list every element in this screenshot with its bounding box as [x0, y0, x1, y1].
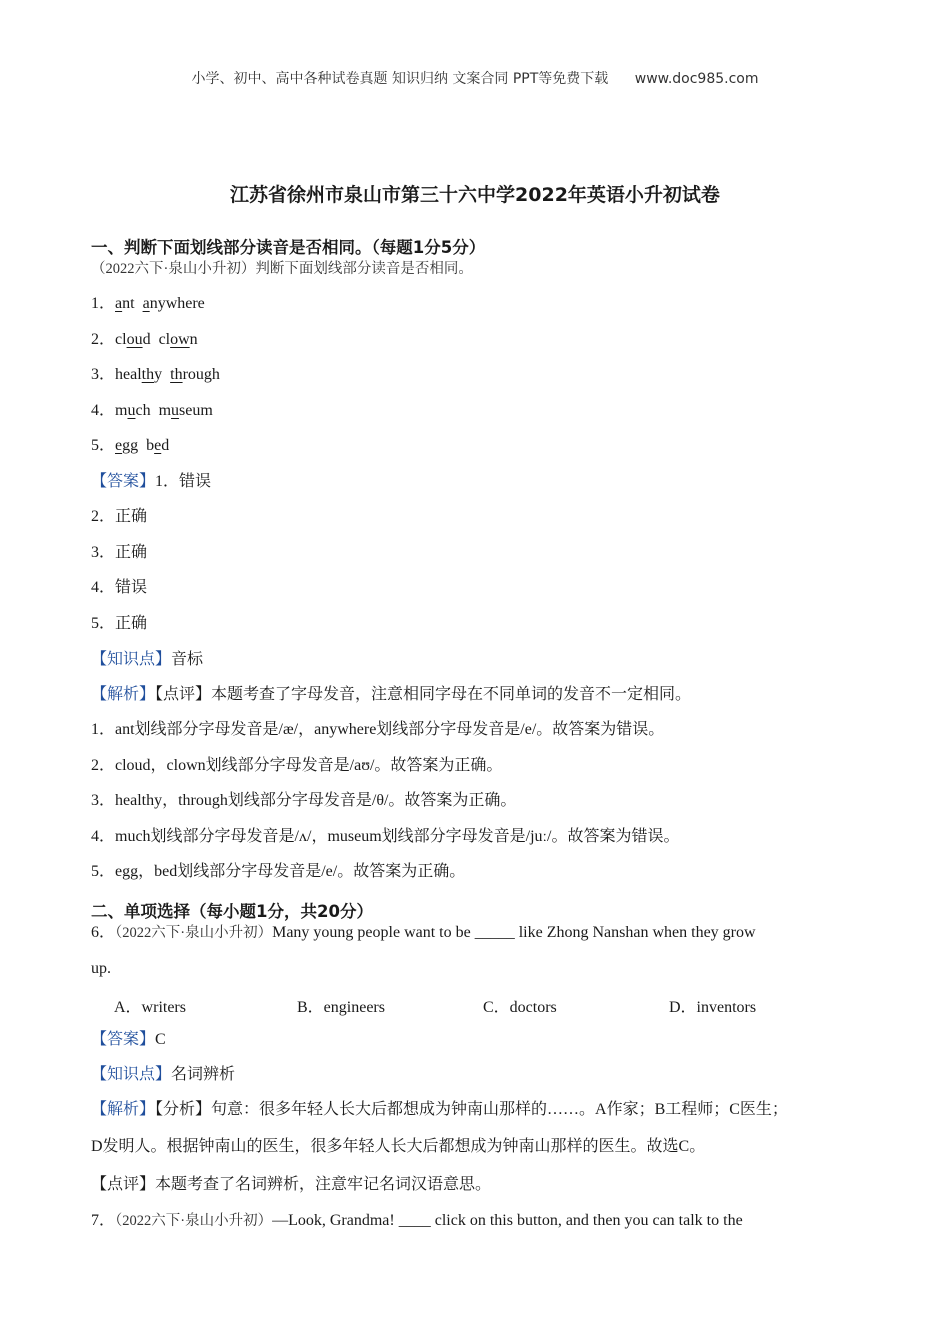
section1-source: （2022六下·泉山小升初）判断下面划线部分读音是否相同。 [91, 261, 473, 277]
section2-heading: 二、单项选择（每小题1分，共20分） [91, 902, 373, 921]
word-egg: egg [115, 437, 139, 454]
q6-answer: 【答案】C [91, 1031, 166, 1048]
q6-option-b: B．engineers [297, 999, 385, 1016]
s1-item-4 [91, 401, 213, 421]
header-text: 小学、初中、高中各种试卷真题 知识归纳 文案合同 PPT等免费下载 [191, 71, 609, 87]
s1-knowledge: 【知识点】音标 [91, 651, 204, 668]
page-header [0, 68, 950, 88]
item-number: 4． [91, 402, 116, 419]
s1-analysis: 【解析】【点评】本题考查了字母发音，注意相同字母在不同单词的发音不一定相同。 [91, 686, 692, 703]
s1-item-3 [91, 365, 220, 385]
word-through: through [170, 366, 220, 383]
q7-stem: —Look, Grandma! ____ click on this button, and then you can talk to the [272, 1212, 743, 1229]
q6-line-2: up. [91, 960, 111, 977]
q6-stem: Many young people want to be _____ like Zhong Nanshan when they grow [272, 924, 756, 941]
s1-answer-1: 【答案】1．错误 [91, 473, 212, 490]
q6-knowledge: 【知识点】名词辨析 [91, 1066, 236, 1083]
s1-analysis-line-5: 5．egg，bed划线部分字母发音是/e/。故答案为正确。 [91, 863, 466, 880]
s1-item-1 [91, 294, 205, 314]
q6-analysis-line-1: 【解析】【分析】句意：很多年轻人长大后都想成为钟南山那样的……。A作家；B工程师；C医生； [91, 1101, 788, 1118]
answer-tag: 【答案】 [91, 473, 156, 490]
word-ant: ant [115, 295, 135, 312]
header-site-link[interactable]: www.doc985.com [634, 71, 759, 87]
q6-line-1 [91, 923, 756, 943]
s1-item-2 [91, 330, 198, 350]
q6-option-c: C．doctors [483, 999, 557, 1016]
q6-comment: 【点评】本题考查了名词辨析，注意牢记名词汉语意思。 [91, 1176, 492, 1193]
word-clown: clown [158, 331, 198, 348]
s1-answer-5: 5．正确 [91, 615, 148, 632]
item-number: 1． [91, 295, 116, 312]
q7-line-1 [91, 1211, 743, 1231]
word-bed: bed [146, 437, 170, 454]
word-cloud: cloud [115, 331, 151, 348]
q7-number: 7． [91, 1212, 116, 1229]
word-much: much [115, 402, 151, 419]
q6-analysis-line-2: D发明人。根据钟南山的医生，很多年轻人长大后都想成为钟南山那样的医生。故选C。 [91, 1138, 706, 1155]
q6-source: （2022六下·泉山小升初） [115, 925, 273, 941]
s1-item-5 [91, 436, 169, 456]
q6-option-d: D．inventors [669, 999, 757, 1016]
s1-analysis-line-3: 3．healthy，through划线部分字母发音是/θ/。故答案为正确。 [91, 792, 517, 809]
word-healthy: healthy [115, 366, 163, 383]
item-number: 3． [91, 366, 116, 383]
knowledge-tag: 【知识点】 [91, 1066, 172, 1083]
item-number: 5． [91, 437, 116, 454]
q6-option-a: A．writers [114, 999, 186, 1016]
word-anywhere: anywhere [142, 295, 205, 312]
s1-answer-4: 4．错误 [91, 579, 148, 596]
s1-analysis-line-2: 2．cloud，clown划线部分字母发音是/aʊ/。故答案为正确。 [91, 757, 503, 774]
s1-answer-2: 2．正确 [91, 508, 148, 525]
q6-number: 6． [91, 924, 116, 941]
answer-tag: 【答案】 [91, 1031, 156, 1048]
page-title: 江苏省徐州市泉山市第三十六中学2022年英语小升初试卷 [230, 184, 720, 206]
q7-source: （2022六下·泉山小升初） [115, 1213, 273, 1229]
analysis-tag: 【解析】 [91, 1101, 156, 1118]
section1-heading: 一、判断下面划线部分读音是否相同。（每题1分5分） [91, 238, 486, 257]
analysis-tag: 【解析】 [91, 686, 156, 703]
s1-analysis-line-1: 1．ant划线部分字母发音是/æ/，anywhere划线部分字母发音是/e/。故答案为错误。 [91, 721, 665, 738]
s1-answer-3: 3．正确 [91, 544, 148, 561]
word-museum: museum [158, 402, 213, 419]
s1-analysis-line-4: 4．much划线部分字母发音是/ʌ/，museum划线部分字母发音是/juː/。故答案为错误。 [91, 828, 680, 845]
knowledge-tag: 【知识点】 [91, 651, 172, 668]
item-number: 2． [91, 331, 116, 348]
